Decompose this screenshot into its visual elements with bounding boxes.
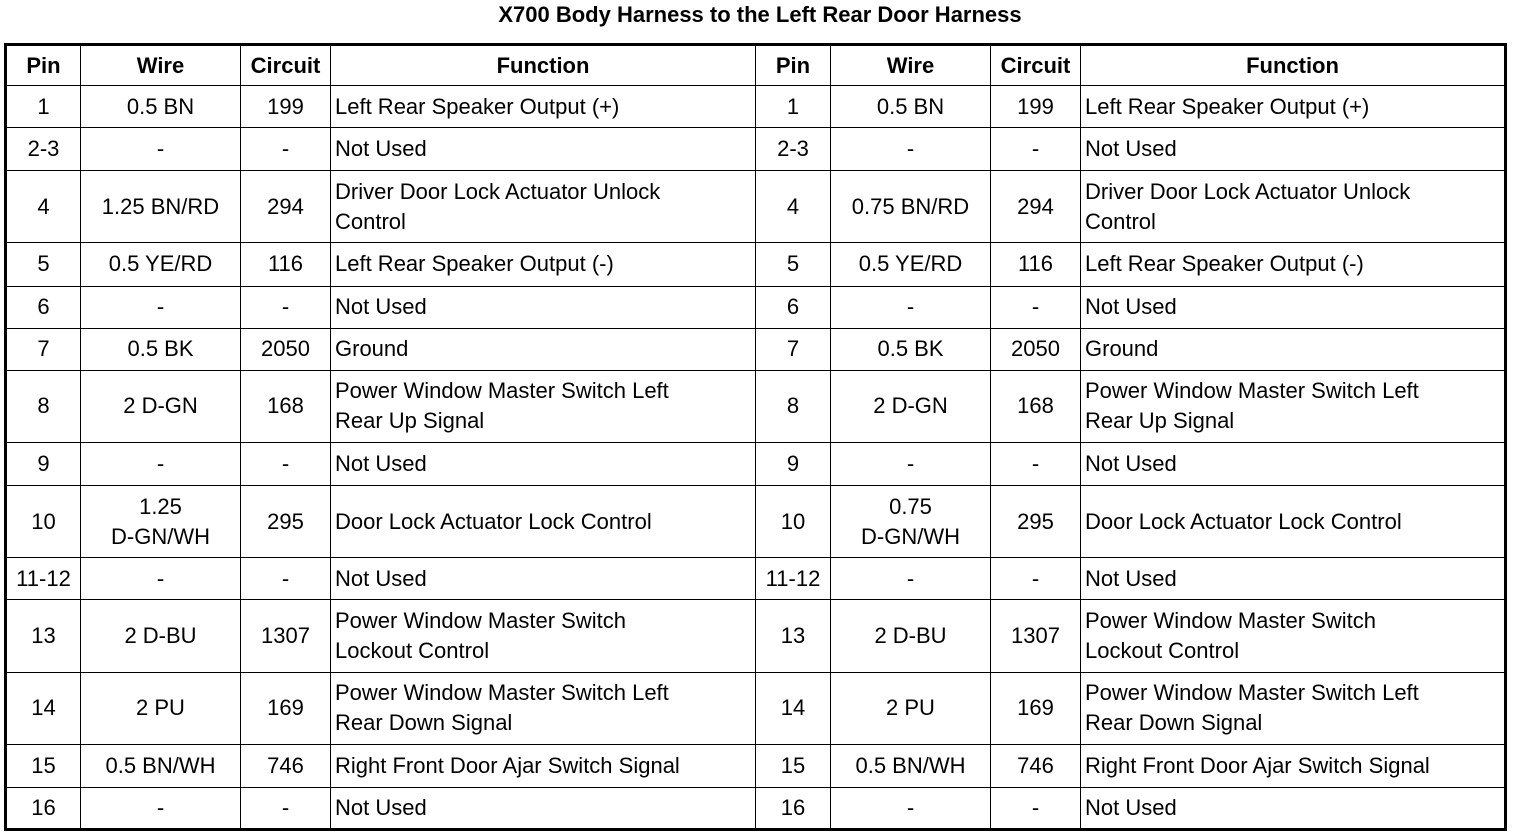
- right-pin-cell: 14: [756, 672, 831, 744]
- right-wire-cell: -: [831, 286, 991, 328]
- right-function-cell: Not Used: [1081, 442, 1506, 485]
- left-circuit-cell: 295: [241, 486, 331, 558]
- right-function-cell: Power Window Master Switch Left Rear Up Signal: [1081, 370, 1506, 442]
- right-pin-cell: 9: [756, 442, 831, 485]
- left-circuit-cell: 116: [241, 243, 331, 286]
- right-circuit-cell: 746: [991, 744, 1081, 787]
- page-title: X700 Body Harness to the Left Rear Door Harness: [498, 2, 1022, 27]
- right-wire-cell: 2 D-BU: [831, 600, 991, 672]
- left-pin-cell: 11-12: [6, 558, 81, 600]
- header-wire: Wire: [81, 45, 241, 86]
- table-row: [6, 600, 1506, 672]
- right-function-cell: Left Rear Speaker Output (+): [1081, 86, 1506, 128]
- right-circuit-cell: -: [991, 787, 1081, 829]
- left-pin-cell: 10: [6, 486, 81, 558]
- table-row: [6, 86, 1506, 128]
- right-wire-cell: 0.5 BN: [831, 86, 991, 128]
- right-circuit-cell: 294: [991, 171, 1081, 243]
- right-pin-cell: 2-3: [756, 128, 831, 171]
- left-wire-cell: 0.5 BK: [81, 328, 241, 370]
- right-circuit-cell: 199: [991, 86, 1081, 128]
- right-function-cell: Left Rear Speaker Output (-): [1081, 243, 1506, 286]
- left-function-cell: Right Front Door Ajar Switch Signal: [331, 744, 756, 787]
- left-circuit-cell: 169: [241, 672, 331, 744]
- left-pin-cell: 8: [6, 370, 81, 442]
- left-circuit-cell: 1307: [241, 600, 331, 672]
- right-wire-cell: -: [831, 442, 991, 485]
- left-wire-cell: 1.25 BN/RD: [81, 171, 241, 243]
- left-pin-cell: 16: [6, 787, 81, 829]
- left-function-cell: Driver Door Lock Actuator Unlock Control: [331, 171, 756, 243]
- table-row: [6, 286, 1506, 328]
- right-circuit-cell: 295: [991, 486, 1081, 558]
- right-wire-cell: 0.75 D-GN/WH: [831, 486, 991, 558]
- left-pin-cell: 9: [6, 442, 81, 485]
- right-function-cell: Right Front Door Ajar Switch Signal: [1081, 744, 1506, 787]
- right-function-cell: Power Window Master Switch Lockout Control: [1081, 600, 1506, 672]
- right-wire-cell: 2 D-GN: [831, 370, 991, 442]
- right-circuit-cell: -: [991, 128, 1081, 171]
- left-circuit-cell: 168: [241, 370, 331, 442]
- left-circuit-cell: 294: [241, 171, 331, 243]
- left-pin-cell: 13: [6, 600, 81, 672]
- table-row: [6, 558, 1506, 600]
- left-function-cell: Door Lock Actuator Lock Control: [331, 486, 756, 558]
- left-wire-cell: 2 PU: [81, 672, 241, 744]
- table-row: [6, 442, 1506, 485]
- left-function-cell: Not Used: [331, 787, 756, 829]
- right-function-cell: Driver Door Lock Actuator Unlock Control: [1081, 171, 1506, 243]
- right-function-cell: Power Window Master Switch Left Rear Down Signal: [1081, 672, 1506, 744]
- header-circuit: Circuit: [241, 45, 331, 86]
- left-function-cell: Ground: [331, 328, 756, 370]
- right-pin-cell: 16: [756, 787, 831, 829]
- right-circuit-cell: 169: [991, 672, 1081, 744]
- header-pin: Pin: [6, 45, 81, 86]
- right-wire-cell: 0.5 BN/WH: [831, 744, 991, 787]
- right-function-cell: Door Lock Actuator Lock Control: [1081, 486, 1506, 558]
- table-row: [6, 486, 1506, 558]
- right-circuit-cell: 1307: [991, 600, 1081, 672]
- right-pin-cell: 11-12: [756, 558, 831, 600]
- table-row: [6, 370, 1506, 442]
- left-pin-cell: 6: [6, 286, 81, 328]
- left-circuit-cell: 2050: [241, 328, 331, 370]
- left-function-cell: Not Used: [331, 286, 756, 328]
- header-function: Function: [1081, 45, 1506, 86]
- table-row: [6, 128, 1506, 171]
- left-wire-cell: 2 D-GN: [81, 370, 241, 442]
- right-pin-cell: 15: [756, 744, 831, 787]
- left-circuit-cell: -: [241, 128, 331, 171]
- left-wire-cell: -: [81, 558, 241, 600]
- left-function-cell: Power Window Master Switch Lockout Control: [331, 600, 756, 672]
- right-wire-cell: -: [831, 558, 991, 600]
- table-row: [6, 787, 1506, 829]
- harness-pinout-table: [4, 43, 1507, 831]
- right-wire-cell: -: [831, 128, 991, 171]
- left-pin-cell: 15: [6, 744, 81, 787]
- right-circuit-cell: -: [991, 558, 1081, 600]
- table-row: [6, 744, 1506, 787]
- left-function-cell: Not Used: [331, 128, 756, 171]
- right-function-cell: Not Used: [1081, 128, 1506, 171]
- right-function-cell: Not Used: [1081, 787, 1506, 829]
- right-function-cell: Not Used: [1081, 558, 1506, 600]
- right-wire-cell: 0.75 BN/RD: [831, 171, 991, 243]
- right-circuit-cell: 168: [991, 370, 1081, 442]
- right-wire-cell: 0.5 YE/RD: [831, 243, 991, 286]
- left-wire-cell: 2 D-BU: [81, 600, 241, 672]
- left-wire-cell: -: [81, 787, 241, 829]
- right-pin-cell: 6: [756, 286, 831, 328]
- left-pin-cell: 2-3: [6, 128, 81, 171]
- left-pin-cell: 14: [6, 672, 81, 744]
- table-row: [6, 171, 1506, 243]
- right-wire-cell: 0.5 BK: [831, 328, 991, 370]
- header-pin: Pin: [756, 45, 831, 86]
- left-function-cell: Not Used: [331, 442, 756, 485]
- left-circuit-cell: -: [241, 787, 331, 829]
- left-function-cell: Power Window Master Switch Left Rear Down Signal: [331, 672, 756, 744]
- right-function-cell: Ground: [1081, 328, 1506, 370]
- header-circuit: Circuit: [991, 45, 1081, 86]
- right-wire-cell: -: [831, 787, 991, 829]
- left-pin-cell: 7: [6, 328, 81, 370]
- right-pin-cell: 5: [756, 243, 831, 286]
- right-wire-cell: 2 PU: [831, 672, 991, 744]
- table-header-row: [6, 45, 1506, 86]
- left-function-cell: Not Used: [331, 558, 756, 600]
- left-wire-cell: 1.25 D-GN/WH: [81, 486, 241, 558]
- right-pin-cell: 1: [756, 86, 831, 128]
- table-row: [6, 672, 1506, 744]
- left-wire-cell: -: [81, 286, 241, 328]
- right-circuit-cell: 2050: [991, 328, 1081, 370]
- left-pin-cell: 1: [6, 86, 81, 128]
- right-pin-cell: 8: [756, 370, 831, 442]
- table-row: [6, 328, 1506, 370]
- right-circuit-cell: 116: [991, 243, 1081, 286]
- table-row: [6, 243, 1506, 286]
- left-pin-cell: 4: [6, 171, 81, 243]
- left-circuit-cell: -: [241, 286, 331, 328]
- left-function-cell: Power Window Master Switch Left Rear Up Signal: [331, 370, 756, 442]
- left-pin-cell: 5: [6, 243, 81, 286]
- right-pin-cell: 13: [756, 600, 831, 672]
- right-pin-cell: 7: [756, 328, 831, 370]
- left-function-cell: Left Rear Speaker Output (-): [331, 243, 756, 286]
- right-function-cell: Not Used: [1081, 286, 1506, 328]
- left-wire-cell: -: [81, 128, 241, 171]
- left-circuit-cell: -: [241, 442, 331, 485]
- left-function-cell: Left Rear Speaker Output (+): [331, 86, 756, 128]
- left-wire-cell: 0.5 YE/RD: [81, 243, 241, 286]
- left-circuit-cell: -: [241, 558, 331, 600]
- right-pin-cell: 10: [756, 486, 831, 558]
- left-wire-cell: -: [81, 442, 241, 485]
- left-wire-cell: 0.5 BN/WH: [81, 744, 241, 787]
- header-function: Function: [331, 45, 756, 86]
- header-wire: Wire: [831, 45, 991, 86]
- left-circuit-cell: 746: [241, 744, 331, 787]
- right-circuit-cell: -: [991, 442, 1081, 485]
- left-wire-cell: 0.5 BN: [81, 86, 241, 128]
- left-circuit-cell: 199: [241, 86, 331, 128]
- right-circuit-cell: -: [991, 286, 1081, 328]
- right-pin-cell: 4: [756, 171, 831, 243]
